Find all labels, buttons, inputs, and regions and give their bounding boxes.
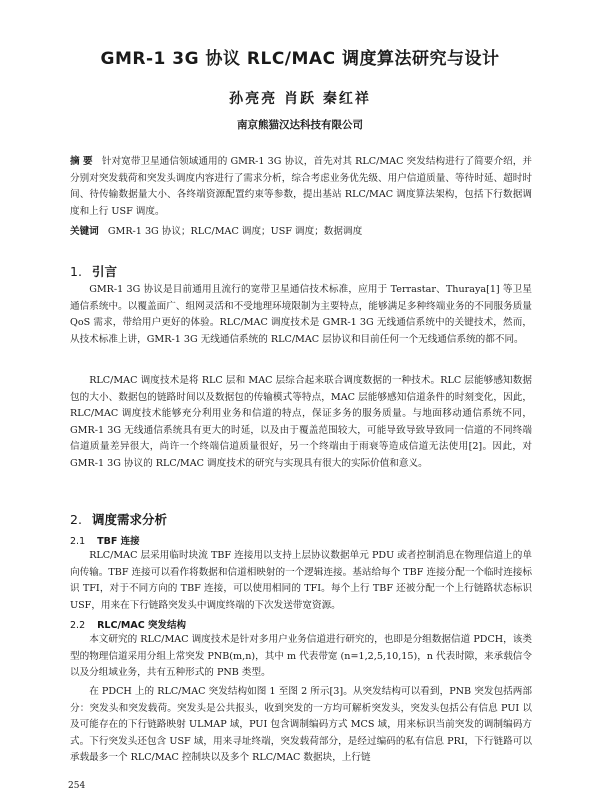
section-2-number: 2. bbox=[70, 512, 82, 527]
abstract-text: 针对宽带卫星通信领域通用的 GMR-1 3G 协议，首先对其 RLC/MAC 突发结构进行了简要介绍，并分别对突发载荷和突发头调度内容进行了需求分析，综合考虑业务优先级、用户信道质量、等待时延、超时时间、待传输数据量大小、各终端资源配置约束等参数，提出基站 RLC/MAC 调度算法架构，包括下行数据调度和上行 USF 调度。 bbox=[70, 156, 532, 217]
keywords bbox=[70, 224, 532, 240]
section-1-title: 引言 bbox=[91, 264, 117, 279]
abstract-label: 摘 要 bbox=[70, 156, 93, 167]
section-2-1-number: 2.1 bbox=[70, 536, 86, 547]
section-2-2-heading bbox=[70, 617, 186, 631]
keywords-label: 关键词 bbox=[70, 226, 99, 237]
section-1-paragraph-2: RLC/MAC 调度技术是将 RLC 层和 MAC 层综合起来联合调度数据的一种技术。RLC 层能够感知数据包的大小、数据包的链路时间以及数据包的传输模式等特点，MAC 层能够感知信道条件的时刻变化，因此，RLC/MAC 调度技术能够充分利用业务和信道的特点，保证多务的服务质量。与地面移动通信系统不同，GMR-1 3G 无线通信系统具有更大的时延，以及由于覆盖范围较大，可能导致导致导致同一信道的不同终端信道质量差异很大，尚许一个终端信道质量很好，另一个终端由于雨衰等造成信道无法使用[2]。因此，对 GMR-1 3G 协议的 RLC/MAC 调度技术的研究与实现具有很大的实际价值和意义。 bbox=[70, 375, 532, 469]
section-2-heading bbox=[70, 510, 167, 528]
section-2-2-number: 2.2 bbox=[70, 620, 86, 631]
section-2-title: 调度需求分析 bbox=[91, 512, 167, 527]
section-2-2-paragraph-2: 在 PDCH 上的 RLC/MAC 突发结构如图 1 至图 2 所示[3]。从突发结构可以看到，PNB 突发包括两部分：突发头和突发载荷。突发头是公共报头，收到突发的一方均可解析突发头，突发头包括公有信息 PUI 以及可能存在的下行链路映射 ULMAP 域，PUI 包含调制编码方式 MCS 域，用来标识当前突发的调制编码方式。下行突发头还包含 USF 域，用来寻址终端，突发载荷部分，是经过编码的私有信息 PRI，下行链路可以承载最多一个 RLC/MAC 控制块以及多个 RLC/MAC 数据块，上行链 bbox=[70, 686, 532, 764]
section-1-heading bbox=[70, 262, 117, 280]
paper-affiliation: 南京熊猫汉达科技有限公司 bbox=[237, 119, 363, 131]
section-2-2-paragraph-1: 本文研究的 RLC/MAC 调度技术是针对多用户业务信道进行研究的，也即是分组数据信道 PDCH，该类型的物理信道采用分组上常突发 PNB(m,n)，其中 m 代表带宽 (n=1,2,5,10,15)，n 代表时隙，来承载信令以及分组域业务，共有五种形式的 PNB 类型。 bbox=[70, 634, 532, 679]
paper-authors: 孙亮亮 肖跃 秦红祥 bbox=[229, 91, 371, 107]
section-2-1-title: TBF 连接 bbox=[97, 536, 140, 547]
paper-title: GMR-1 3G 协议 RLC/MAC 调度算法研究与设计 bbox=[100, 49, 500, 69]
page-number: 254 bbox=[68, 781, 86, 791]
abstract bbox=[70, 154, 532, 220]
section-2-1-paragraph-1: RLC/MAC 层采用临时块流 TBF 连接用以支持上层协议数据单元 PDU 或者控制消息在物理信道上的单向传输。TBF 连接可以看作将数据和信道相映射的一个逻辑连接。基站给每个 TBF 连接分配一个临时连接标识 TFI，对于不同方向的 TBF 连接，可以使用相同的 TFI。每个上行 TBF 还被分配一个上行链路状态标识 USF，用来在下行链路突发头中调度终端的下次发送带宽资源。 bbox=[70, 550, 532, 611]
section-1-number: 1. bbox=[70, 264, 82, 279]
section-1-paragraph-1: GMR-1 3G 协议是目前通用且流行的宽带卫星通信技术标准，应用于 Terrastar、Thuraya[1] 等卫星通信系统中。以覆盖面广、组网灵活和不受地理环境限制为主要特点，能够满足多种终端业务的不同服务质量 QoS 需求，带给用户更好的体验。RLC/MAC 调度技术是 GMR-1 3G 无线通信系统中的关键技术，然而，从技术标准上讲，GMR-1 3G 无线通信系统的 RLC/MAC 层协议和目前任何一个无线通信系统的都不同。 bbox=[70, 284, 532, 345]
section-2-2-title: RLC/MAC 突发结构 bbox=[97, 620, 187, 631]
section-2-1-heading bbox=[70, 533, 140, 547]
keywords-text: GMR-1 3G 协议；RLC/MAC 调度；USF 调度；数据调度 bbox=[107, 226, 363, 237]
